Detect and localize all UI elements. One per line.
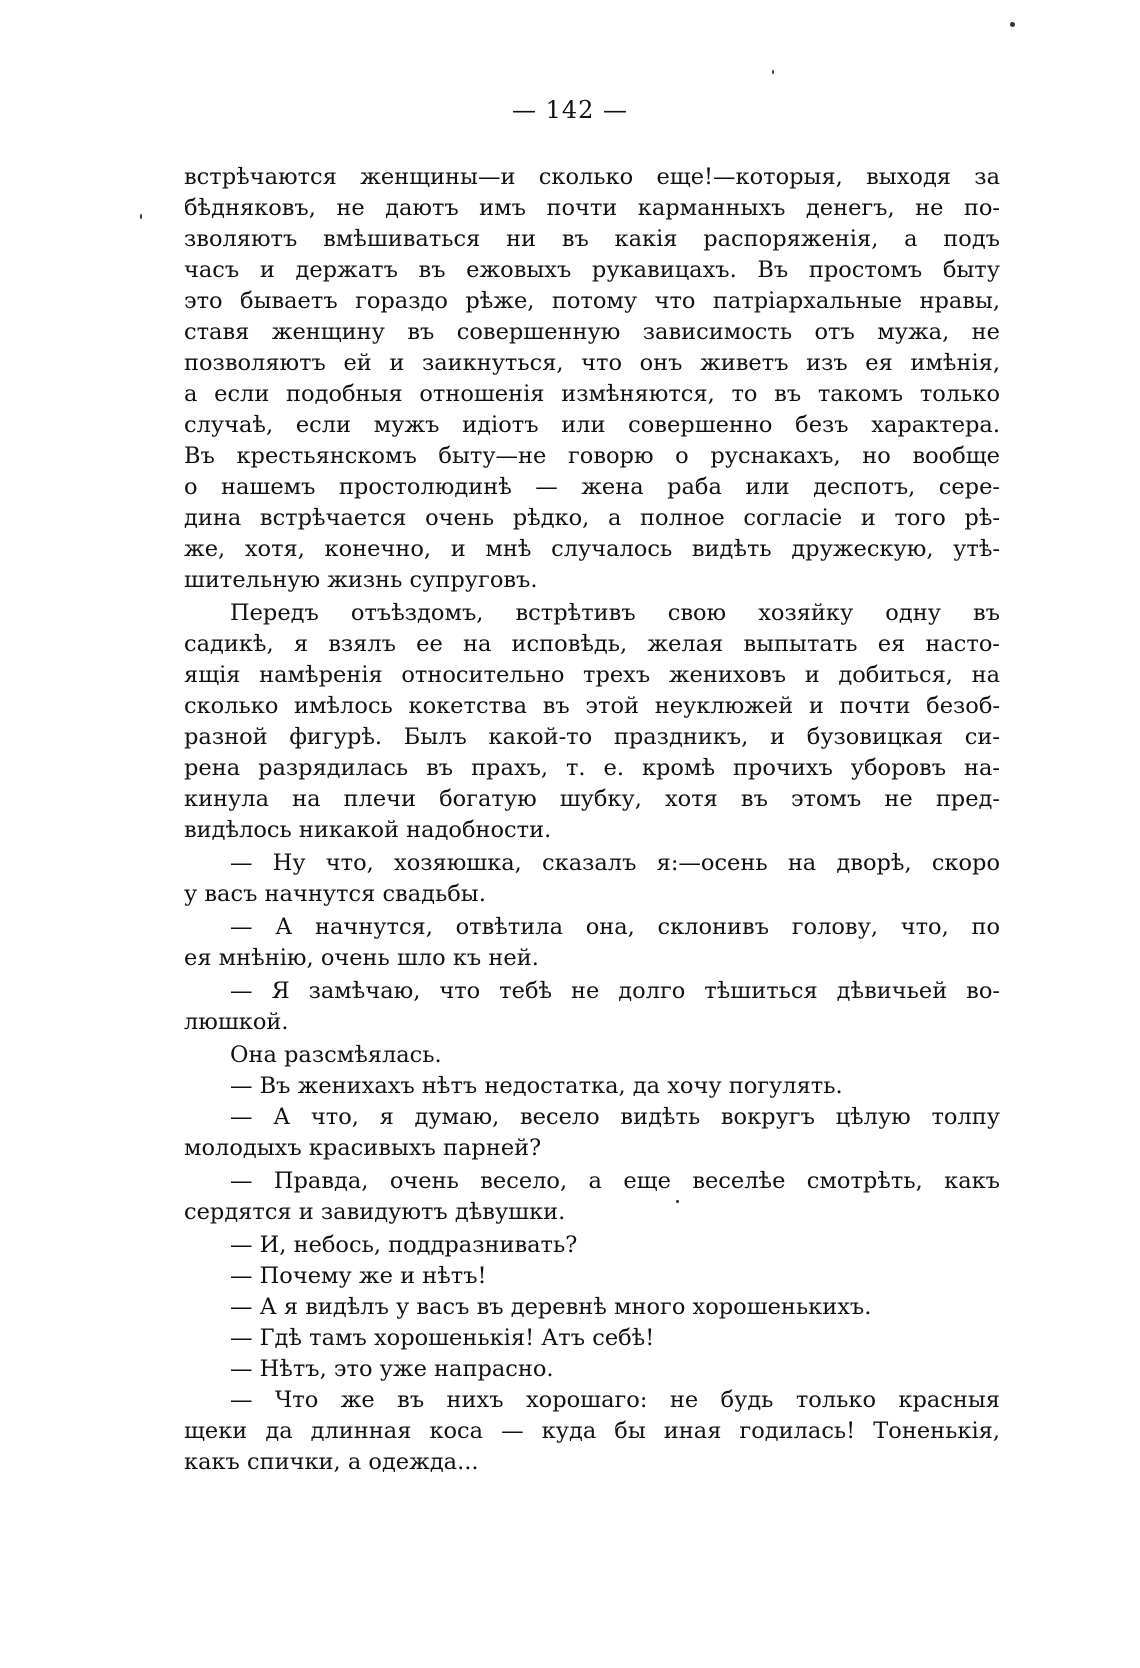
text-line: о нашемъ простолюдинѣ — жена раба или деспотъ, сере- (184, 474, 1000, 500)
text-line: — Что же въ нихъ хорошаго: не будь только красныя (230, 1387, 1000, 1413)
text-line: — Нѣтъ, это уже напрасно. (230, 1356, 554, 1382)
body-text (184, 162, 1000, 1478)
scan-speck (1010, 22, 1015, 27)
text-line: случаѣ, если мужъ идіотъ или совершенно безъ характера. (184, 412, 1000, 438)
text-line: встрѣчаются женщины—и сколько еще!—которыя, выходя за (184, 164, 1000, 190)
text-line: ставя женщину въ совершенную зависимость отъ мужа, не (184, 319, 1000, 345)
text-line: — А что, я думаю, весело видѣть вокругъ цѣлую толпу (230, 1104, 1000, 1130)
text-line: — Правда, очень весело, а еще веселѣе смотрѣть, какъ (230, 1168, 1000, 1194)
text-line: кинула на плечи богатую шубку, хотя въ этомъ не пред- (184, 786, 1000, 812)
text-line: — И, небось, поддразнивать? (230, 1232, 578, 1258)
text-line: ея мнѣнію, очень шло къ ней. (184, 945, 539, 971)
text-line: Передъ отъѣздомъ, встрѣтивъ свою хозяйку одну въ (230, 600, 1000, 626)
text-line: — Почему же и нѣтъ! (230, 1263, 487, 1289)
scan-speck (772, 70, 774, 74)
text-line: садикѣ, я взялъ ее на исповѣдь, желая выпытать ея насто- (184, 631, 1000, 657)
text-line: рена разрядилась въ прахъ, т. е. кромѣ прочихъ уборовъ на- (184, 755, 1000, 781)
text-line: разной фигурѣ. Былъ какой-то праздникъ, и бузовицкая си- (184, 724, 1000, 750)
text-line: молодыхъ красивыхъ парней? (184, 1135, 542, 1161)
text-line: шительную жизнь супруговъ. (184, 567, 538, 593)
text-line: это бываетъ гораздо рѣже, потому что патріархальные нравы, (184, 288, 1000, 314)
text-line: сердятся и завидуютъ дѣвушки. (184, 1199, 566, 1225)
text-line: Въ крестьянскомъ быту—не говорю о руснакахъ, но вообще (184, 443, 1000, 469)
text-line: — А я видѣлъ у васъ въ деревнѣ много хорошенькихъ. (230, 1294, 872, 1320)
text-line: — Я замѣчаю, что тебѣ не долго тѣшиться дѣвичьей во- (230, 978, 1000, 1004)
text-line: сколько имѣлось кокетства въ этой неуклюжей и почти безоб- (184, 693, 1000, 719)
text-line: — Гдѣ тамъ хорошенькія! Атъ себѣ! (230, 1325, 655, 1351)
text-line: часъ и держатъ въ ежовыхъ рукавицахъ. Въ простомъ быту (184, 257, 1000, 283)
text-line: — А начнутся, отвѣтила она, склонивъ голову, что, по (230, 914, 1000, 940)
scan-speck (140, 214, 142, 219)
text-line: а если подобныя отношенія измѣняются, то въ такомъ только (184, 381, 1000, 407)
text-line: позволяютъ ей и заикнуться, что онъ живетъ изъ ея имѣнія, (184, 350, 1000, 376)
text-line: дина встрѣчается очень рѣдко, а полное согласіе и того рѣ- (184, 505, 1000, 531)
text-line: же, хотя, конечно, и мнѣ случалось видѣть дружескую, утѣ- (184, 536, 1000, 562)
text-line: какъ спички, а одежда... (184, 1449, 479, 1475)
text-line: ящія намѣренія относительно трехъ жениховъ и добиться, на (184, 662, 1000, 688)
text-line: — Ну что, хозяюшка, сказалъ я:—осень на дворѣ, скоро (230, 850, 1000, 876)
text-line: видѣлось никакой надобности. (184, 817, 552, 843)
page-number: — 142 — (511, 96, 629, 124)
text-line: у васъ начнутся свадьбы. (184, 881, 486, 907)
text-line: щеки да длинная коса — куда бы иная годилась! Тоненькія, (184, 1418, 1000, 1444)
text-line: люшкой. (184, 1009, 289, 1035)
text-line: бѣдняковъ, не даютъ имъ почти карманныхъ денегъ, не по- (184, 195, 1000, 221)
text-line: зволяютъ вмѣшиваться ни въ какія распоряженія, а подъ (184, 226, 1000, 252)
text-line: Она разсмѣялась. (230, 1042, 442, 1068)
text-line: — Въ женихахъ нѣтъ недостатка, да хочу погулять. (230, 1073, 843, 1099)
scan-speck (676, 1200, 679, 1203)
